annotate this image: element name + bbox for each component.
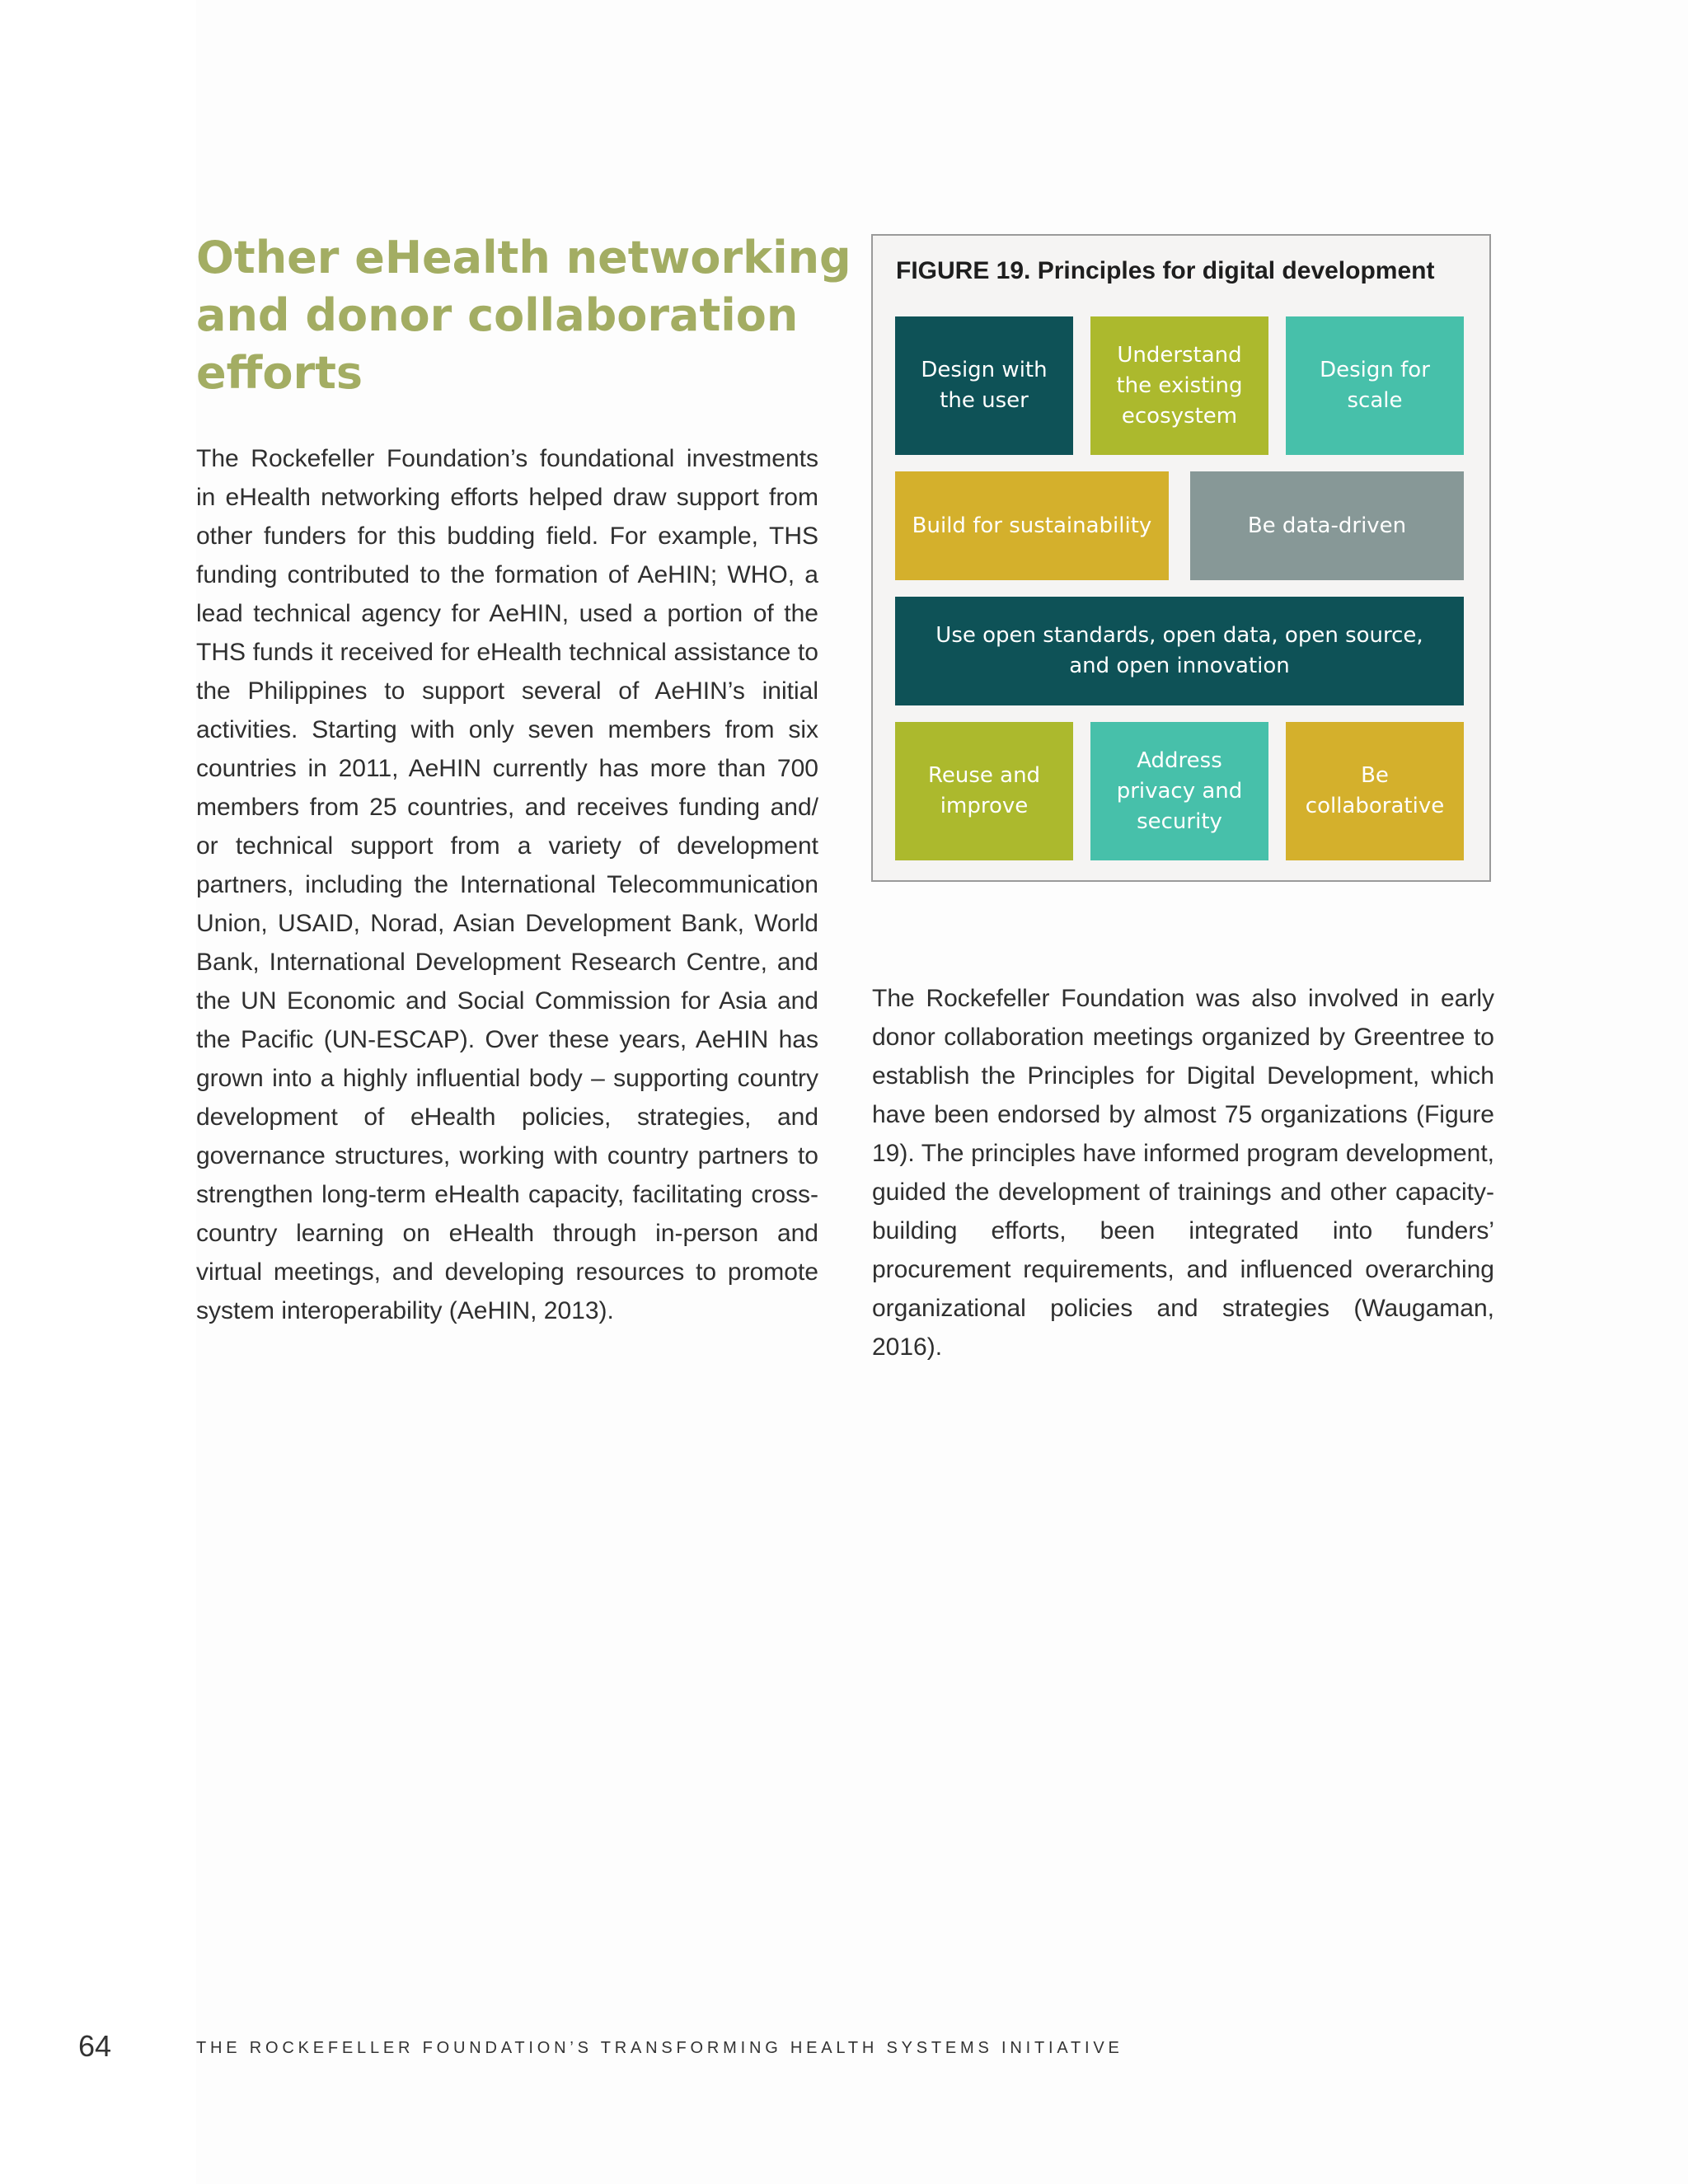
- left-column: [196, 439, 818, 1330]
- heading-line-3: efforts: [196, 347, 363, 399]
- principle-design-with-user: Design with the user: [895, 316, 1073, 455]
- figure-title: FIGURE 19. Principles for digital development: [896, 257, 1435, 284]
- heading-line-2: and donor collaboration: [196, 289, 799, 341]
- body-paragraph: The Rockefeller Foundation was also involved in early donor collaboration meetings organized by Greentree to establish the Principles for Digital Development, which have been endorsed by almost 75 organizations (Figure 19). The principles have informed program development, guided the development of trainings and other capacity-building efforts, been integrated into funders’ procurement requirements, and influenced overarching organizational policies and strategies (Waugaman, 2016).: [872, 985, 1494, 1361]
- principle-privacy-and-security: Address privacy and security: [1090, 722, 1268, 860]
- principle-be-collaborative: Be collaborative: [1286, 722, 1464, 860]
- principle-be-data-driven: Be data-driven: [1190, 471, 1464, 580]
- section-heading: [196, 229, 851, 402]
- heading-line-1: Other eHealth networking: [196, 232, 851, 284]
- page-number: 64: [78, 2029, 112, 2063]
- principle-reuse-and-improve: Reuse and improve: [895, 722, 1073, 860]
- principle-build-for-sustainability: Build for sustainability: [895, 471, 1169, 580]
- principle-open-standards: Use open standards, open data, open source, and open innovation: [895, 597, 1464, 705]
- body-paragraph: The Rockefeller Foundation’s foundational investments in eHealth networking efforts helped draw support from other funders for this budding field. For example, THS funding contributed to the formation of AeHIN; WHO, a lead technical agency for AeHIN, used a portion of the THS funds it received for eHealth technical assistance to the Philippines to support several of AeHIN’s initial activities. Starting with only seven members from six countries in 2011, AeHIN currently has more than 700 members from 25 countries, and receives funding and/ or technical support from a variety of development partners, including the International Telecommunication Union, USAID, Norad, Asian Development Bank, World Bank, International Development Research Centre, and the UN Economic and Social Commission for Asia and the Pacific (UN-ESCAP). Over these years, AeHIN has grown into a highly influential body – supporting country development of eHealth policies, strategies, and governance structures, working with country partners to strengthen long-term eHealth capacity, facilitating cross-country learning on eHealth through in-person and virtual meetings, and developing resources to promote system interoperability (AeHIN, 2013).: [196, 445, 818, 1324]
- right-column: [872, 979, 1494, 1366]
- principle-design-for-scale: Design for scale: [1286, 316, 1464, 455]
- running-footer-title: THE ROCKEFELLER FOUNDATION’S TRANSFORMING HEALTH SYSTEMS INITIATIVE: [196, 2039, 1123, 2057]
- figure-19: [871, 234, 1491, 882]
- principle-understand-ecosystem: Understand the existing ecosystem: [1090, 316, 1268, 455]
